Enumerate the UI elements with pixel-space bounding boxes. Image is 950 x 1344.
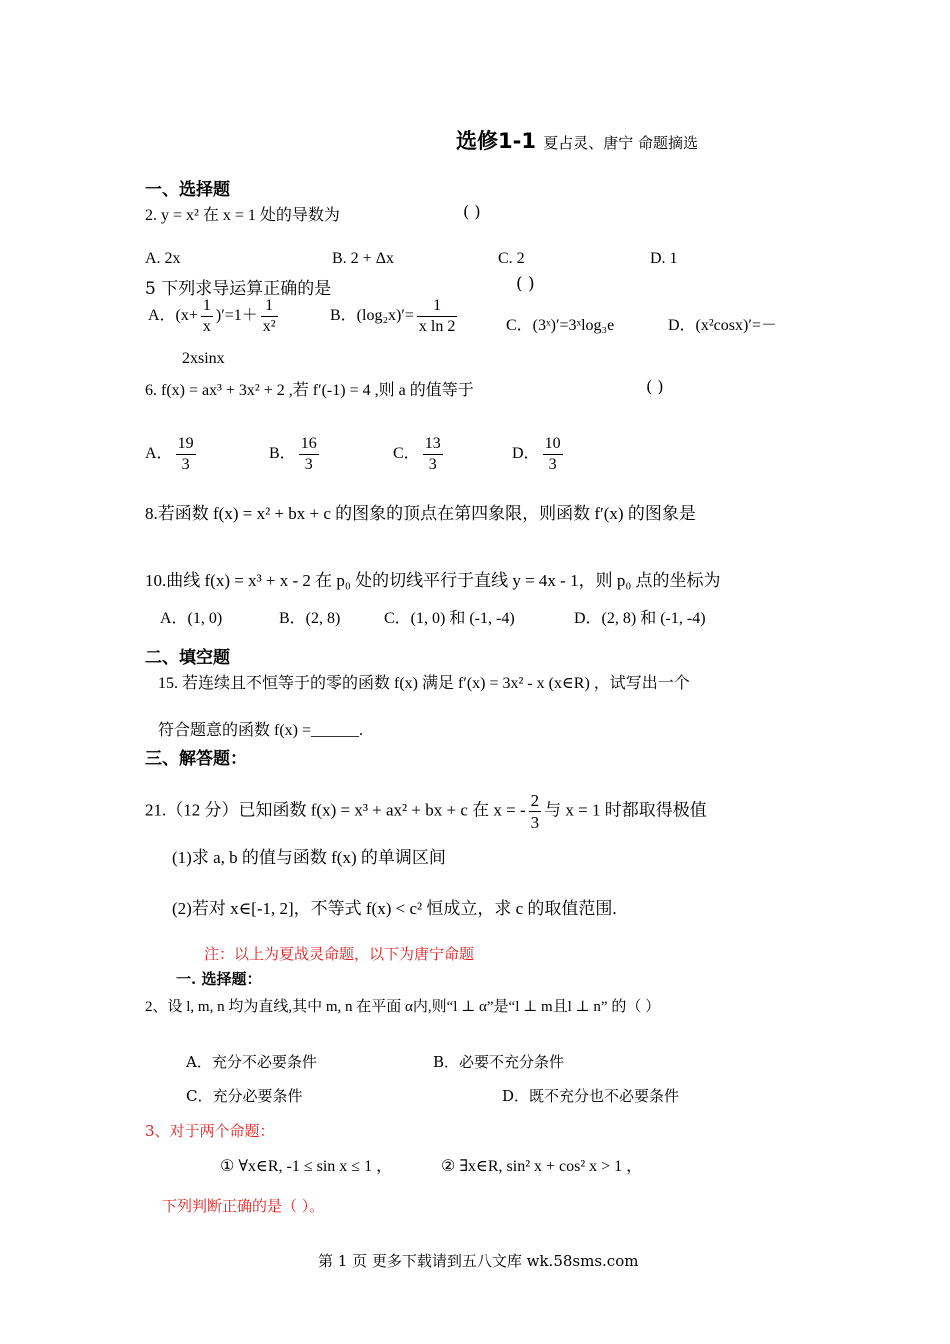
question-6-paren: ( )	[646, 377, 664, 396]
question-5: 5 下列求导运算正确的是	[145, 279, 332, 299]
q2-option-b: B. 2 + Δx	[332, 250, 394, 267]
q21-den: 3	[530, 813, 540, 832]
q6a-num: 19	[176, 436, 196, 455]
q5a-mid: )′=1＋	[215, 307, 258, 325]
q6b-den: 3	[304, 456, 313, 473]
tang-question-2: 2、设 l, m, n 均为直线,其中 m, n 在平面 α内,则“l ⊥ α”是“l ⊥ m且l ⊥ n” 的（ ）	[145, 999, 661, 1015]
question-2-paren: ( )	[463, 202, 481, 221]
q5a-num2: 1	[261, 298, 278, 317]
q5-option-d-cont: 2xsinx	[182, 350, 225, 367]
q5b-den: x ln 2	[418, 318, 456, 335]
t2-option-b: B．必要不充分条件	[433, 1053, 565, 1071]
question-6	[145, 377, 474, 400]
question-21-part1: (1)求 a, b 的值与函数 f(x) 的单调区间	[172, 848, 446, 867]
q6d-den: 3	[548, 456, 557, 473]
q5a-den1: x	[202, 318, 211, 335]
note: 注：以上为夏战灵命题，以下为唐宁命题	[204, 945, 475, 963]
title-authors: 夏占灵、唐宁 命题摘选	[543, 134, 699, 152]
question-15-cont: 符合题意的函数 f(x) =______.	[158, 722, 364, 739]
q6a-label: A．	[145, 445, 173, 463]
question-21-post: 与 x = 1 时都取得极值	[544, 800, 707, 820]
question-21-part2: (2)若对 x∈[-1, 2]，不等式 f(x) < c² 恒成立，求 c 的取值范围.	[172, 899, 617, 918]
t2-option-d: D．既不充分也不必要条件	[502, 1087, 680, 1105]
q2-option-d: D. 1	[650, 250, 678, 267]
t3-question: 下列判断正确的是（ ）。	[162, 1197, 325, 1215]
q5a-num1: 1	[201, 298, 213, 317]
tang-question-3: 3、对于两个命题：	[145, 1122, 275, 1140]
title-main: 选修1-1	[456, 129, 536, 153]
q21-num: 2	[530, 791, 540, 810]
q5-option-b	[330, 298, 460, 335]
q5a-frac1	[201, 298, 213, 335]
section-choice: 一、选择题	[145, 180, 230, 200]
q6c-label: C．	[393, 445, 420, 463]
q5a-den2: x²	[262, 318, 276, 335]
q10-option-c: C．(1, 0) 和 (-1, -4)	[384, 610, 515, 627]
q2-option-c: C. 2	[498, 250, 525, 267]
q6-option-d	[512, 436, 566, 473]
q6b-num: 16	[299, 436, 319, 455]
q5a-prefix: A．(x+	[148, 307, 198, 325]
q6b-label: B．	[269, 445, 296, 463]
q5-option-d: D．(x²cosx)′=－	[668, 317, 777, 334]
question-8: 8.若函数 f(x) = x² + bx + c 的图象的顶点在第四象限，则函数 f′(x) 的图象是	[145, 504, 696, 523]
q6c-den: 3	[428, 456, 437, 473]
q6-option-a	[145, 436, 199, 473]
section-choice-2: 一. 选择题：	[176, 970, 262, 988]
question-2-text: 2.	[145, 207, 157, 224]
q5-option-a	[148, 298, 281, 335]
question-6-num: 6.	[145, 382, 157, 399]
q10-option-d: D．(2, 8) 和 (-1, -4)	[574, 610, 706, 627]
question-6-expr: f(x) = ax³ + 3x² + 2 ,若 f′(-1) = 4 ,则 a 的值等于	[161, 382, 474, 399]
q10-option-b: B．(2, 8)	[279, 610, 341, 627]
t2-option-a: A．充分不必要条件	[186, 1053, 317, 1071]
question-5-paren: ( )	[516, 274, 535, 294]
section-answer: 三、解答题：	[145, 749, 247, 769]
q6d-num: 10	[543, 436, 563, 455]
q6-option-c	[393, 436, 446, 473]
section-fill: 二、填空题	[145, 648, 230, 668]
t2-option-c: C．充分必要条件	[186, 1087, 303, 1105]
question-2-expr: y = x² 在 x = 1 处的导数为	[161, 207, 340, 224]
question-2	[145, 202, 340, 225]
question-21-pre: 21.（12 分）已知函数 f(x) = x³ + ax² + bx + c 在 x = -	[145, 800, 526, 820]
q2-option-a: A. 2x	[145, 250, 181, 267]
q10-option-a: A．(1, 0)	[160, 610, 223, 627]
q5-option-c: C．(3ˣ)′=3ˣlog₃e	[506, 317, 615, 334]
page-title	[456, 125, 698, 155]
q5b-frac	[417, 298, 457, 335]
page-footer: 第 1 页 更多下载请到五八文库 wk.58sms.com	[318, 1252, 639, 1270]
q6c-num: 13	[423, 436, 443, 455]
t3-proposition-2: ② ∃x∈R, sin² x + cos² x > 1 ，	[441, 1158, 643, 1175]
q6a-den: 3	[181, 456, 190, 473]
q21-frac	[529, 792, 542, 831]
q5b-num: 1	[417, 298, 457, 317]
t3-proposition-1: ① ∀x∈R, -1 ≤ sin x ≤ 1 ，	[220, 1158, 393, 1175]
question-10: 10.曲线 f(x) = x³ + x - 2 在 p₀ 处的切线平行于直线 y = 4x - 1，则 p₀ 点的坐标为	[145, 571, 721, 590]
q6d-label: D．	[512, 445, 540, 463]
q5a-frac2	[261, 298, 278, 335]
question-15: 15. 若连续且不恒等于的零的函数 f(x) 满足 f′(x) = 3x² - x (x∈R) ，试写出一个	[158, 675, 690, 692]
question-21	[145, 792, 707, 831]
q6-option-b	[269, 436, 322, 473]
q5b-prefix: B．(log₂x)′=	[330, 307, 414, 325]
